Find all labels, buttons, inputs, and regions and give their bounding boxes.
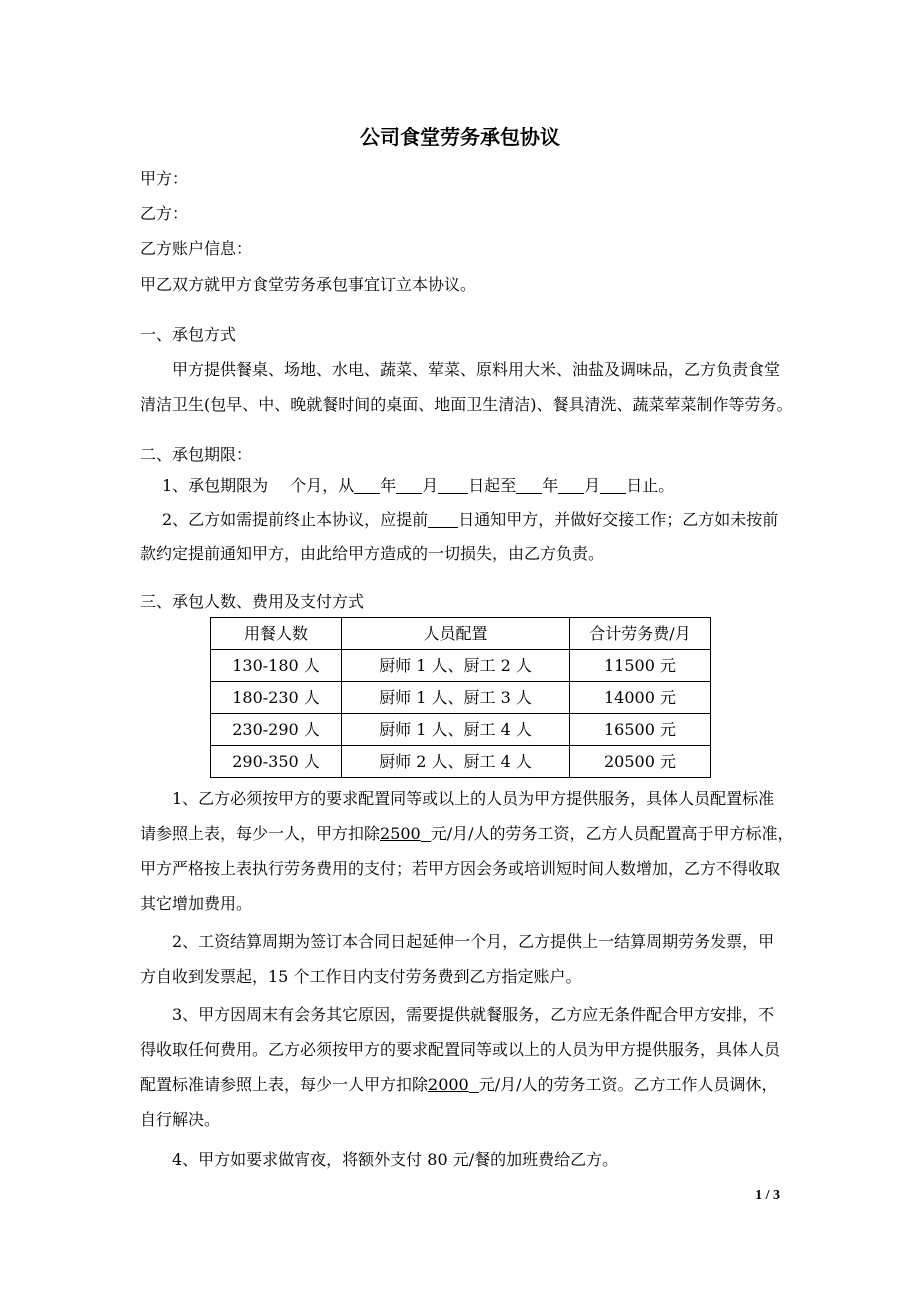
section-3-heading: 三、承包人数、费用及支付方式 [140, 592, 365, 611]
clause-1-line: 甲方严格按上表执行劳务费用的支付；若甲方因会务或培训短时间人数增加，乙方不得收取 [140, 859, 781, 878]
deduction-amount: 2500 [380, 824, 421, 843]
section-1-paragraph-line: 清洁卫生(包早、中、晚就餐时间的桌面、地面卫生清洁)、餐具清洗、蔬菜荤菜制作等劳务。 [140, 395, 793, 414]
party-b-account-label: 乙方账户信息： [140, 239, 253, 258]
table-cell: 厨师 1 人、厨工 3 人 [342, 682, 570, 714]
text-span: 日通知甲方，并做好交接工作；乙方如未按前 [458, 510, 779, 529]
table-cell: 14000 元 [570, 682, 711, 714]
table-header-cell: 用餐人数 [211, 618, 342, 650]
blank-start-month [396, 476, 422, 494]
clause-3-line: 得收取任何费用。乙方必须按甲方的要求配置同等或以上的人员为甲方提供服务，具体人员 [140, 1040, 781, 1059]
table-row [211, 682, 711, 714]
clause-2-line: 方自收到发票起，15 个工作日内支付劳务费到乙方指定账户。 [140, 967, 582, 986]
text-span: 1、承包期限为 [162, 476, 269, 495]
party-a-label: 甲方： [140, 169, 189, 188]
table-cell: 厨师 1 人、厨工 2 人 [342, 650, 570, 682]
text-span: 日止。 [626, 476, 675, 495]
table-cell: 厨师 1 人、厨工 4 人 [342, 714, 570, 746]
table-cell: 290-350 人 [211, 746, 342, 778]
table-cell: 20500 元 [570, 746, 711, 778]
table-header-cell: 合计劳务费/月 [570, 618, 711, 650]
section-1-heading: 一、承包方式 [140, 325, 237, 344]
clause-4-line: 4、甲方如要求做宵夜，将额外支付 80 元/餐的加班费给乙方。 [172, 1150, 619, 1169]
table-cell: 厨师 2 人、厨工 4 人 [342, 746, 570, 778]
table-header-cell: 人员配置 [342, 618, 570, 650]
text-span: 日起至 [468, 476, 517, 495]
blank-start-year [354, 476, 380, 494]
text-span: 月 [584, 476, 601, 495]
table-row [211, 650, 711, 682]
clause-2-line: 2、工资结算周期为签订本合同日起延伸一个月，乙方提供上一结算周期劳务发票，甲 [172, 932, 775, 951]
clause-1-line: 其它增加费用。 [140, 894, 253, 913]
termination-notice-line-2: 款约定提前通知甲方，由此给甲方造成的一切损失，由乙方负责。 [140, 544, 605, 563]
clause-3-line: 自行解决。 [140, 1110, 221, 1129]
termination-notice-line [162, 509, 778, 531]
text-span: 元/月/人的劳务工资。乙方工作人员调休， [478, 1075, 778, 1094]
document-title: 公司食堂劳务承包协议 [360, 125, 560, 149]
blank-end-year [516, 476, 542, 494]
clause-3-line: 3、甲方因周末有会务其它原因，需要提供就餐服务，乙方应无条件配合甲方安排，不 [172, 1005, 775, 1024]
blank-start-day [438, 476, 468, 494]
table-row [211, 746, 711, 778]
blank-months [268, 477, 290, 494]
staffing-fee-table [210, 617, 711, 778]
section-2-heading: 二、承包期限： [140, 445, 253, 464]
text-span: 配置标准请参照上表，每少一人甲方扣除 [140, 1075, 429, 1094]
table-row [211, 714, 711, 746]
party-b-label: 乙方： [140, 204, 189, 223]
underline-pad [421, 824, 431, 842]
clause-1-line [140, 823, 794, 845]
table-cell: 11500 元 [570, 650, 711, 682]
text-span: 元/月/人的劳务工资，乙方人员配置高于甲方标准， [430, 824, 794, 843]
deduction-amount: 2000 [428, 1075, 469, 1094]
text-span: 年 [380, 476, 397, 495]
blank-notice-days [428, 510, 458, 528]
blank-end-month [558, 476, 584, 494]
table-cell: 16500 元 [570, 714, 711, 746]
term-duration-line [162, 475, 674, 497]
table-header-row [211, 618, 711, 650]
text-span: 个月，从 [290, 476, 355, 495]
table-cell: 130-180 人 [211, 650, 342, 682]
text-span: 年 [542, 476, 559, 495]
blank-end-day [600, 476, 626, 494]
section-1-paragraph-line: 甲方提供餐桌、场地、水电、蔬菜、荤菜、原料用大米、油盐及调味品，乙方负责食堂 [172, 360, 781, 379]
clause-1-line: 1、乙方必须按甲方的要求配置同等或以上的人员为甲方提供服务，具体人员配置标准 [172, 789, 775, 808]
underline-pad [469, 1075, 479, 1093]
table-cell: 180-230 人 [211, 682, 342, 714]
table-cell: 230-290 人 [211, 714, 342, 746]
clause-3-line [140, 1074, 778, 1096]
text-span: 请参照上表，每少一人，甲方扣除 [140, 824, 381, 843]
page-number: 1 / 3 [755, 1188, 780, 1203]
text-span: 月 [422, 476, 439, 495]
text-span: 2、乙方如需提前终止本协议，应提前 [162, 510, 429, 529]
intro-text: 甲乙双方就甲方食堂劳务承包事宜订立本协议。 [140, 275, 477, 294]
